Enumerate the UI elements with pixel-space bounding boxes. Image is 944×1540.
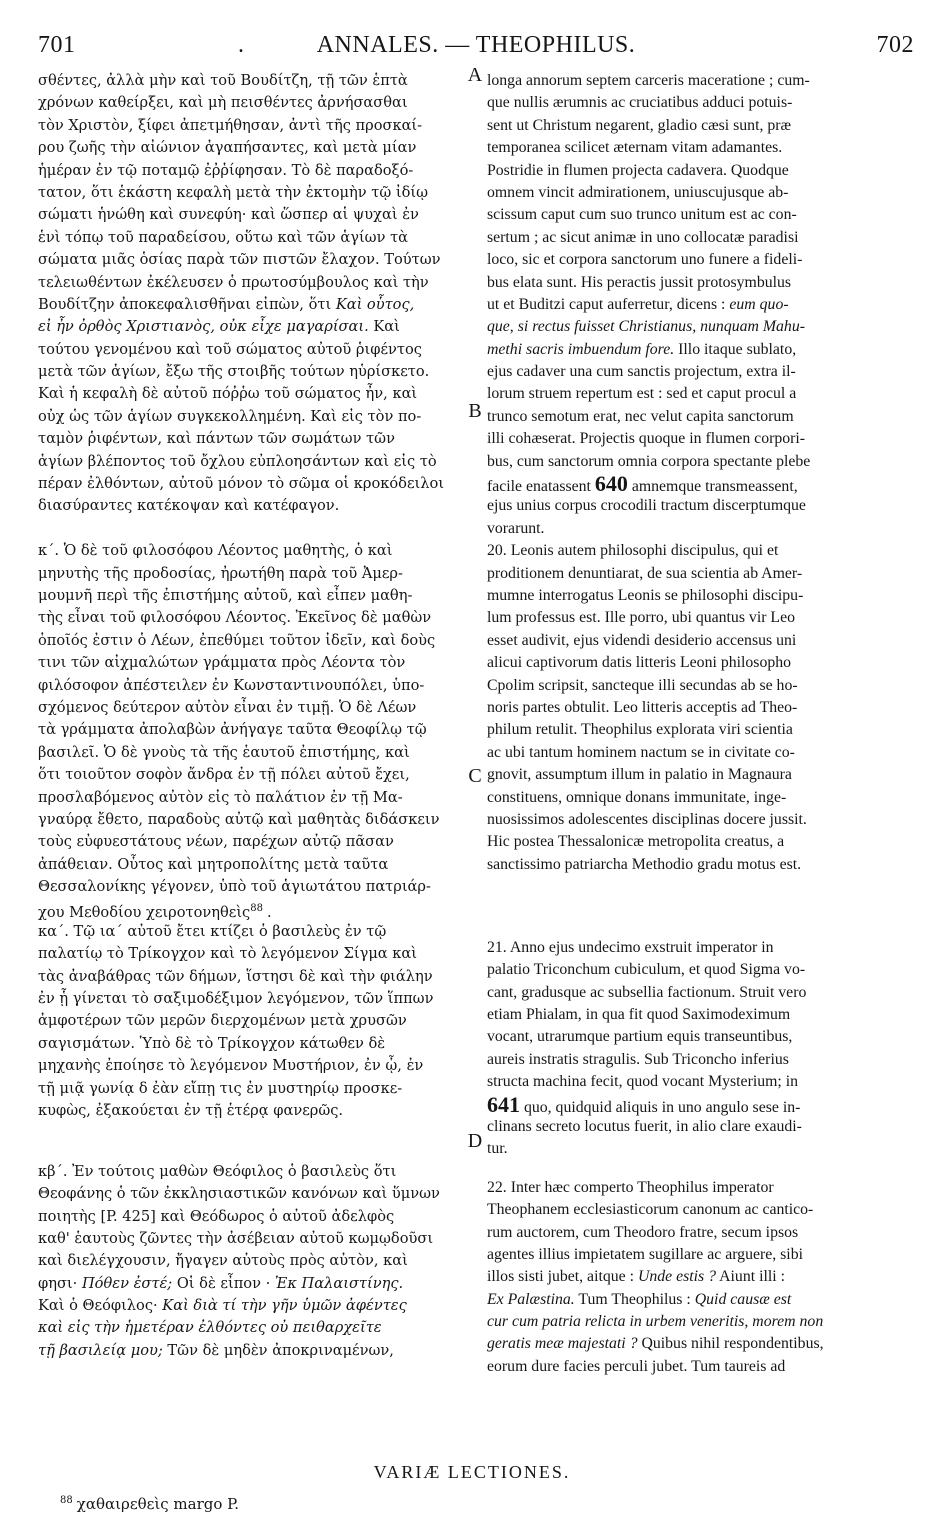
text-line: 22. Inter hæc comperto Theophilus imperator <box>487 1178 774 1196</box>
text-line: structa machina fecit, quod vocant Mysterium; in <box>487 1073 799 1091</box>
text-line: μουμνῆ περὶ τῆς ἐπιστήμης αὐτοῦ, καὶ εἶπεν μαθη- <box>38 586 413 604</box>
text-line: cant, gradusque ac subsellia factionum. Struit vero <box>487 983 807 1001</box>
text-line: Θεοφάνης ὁ τῶν ἐκκλησιαστικῶν κανόνων καὶ ὕμνων <box>38 1185 440 1203</box>
text-span: ut et Buditzi caput auferretur, dicens : <box>487 295 730 313</box>
italic-quote: Καὶ οὗτος, <box>335 295 415 313</box>
text-line: Hic postea Thessalonicæ metropolita creatus, a <box>487 833 785 851</box>
greek-paragraph-2 <box>38 540 462 921</box>
text-line: τὸν Χριστὸν, ξίφει ἀπετμήθησαν, ἀντὶ τῆς προσκαί- <box>38 116 423 134</box>
text-line: καὶ εἰς τὴν ἡμετέραν ἐλθόντες οὐ πειθαρχεῖτε <box>38 1319 382 1337</box>
text-line: vorarunt. <box>487 519 545 537</box>
text-line: σώματι ἡνώθη καὶ συνεφύη· καὶ ὥσπερ αἱ ψυχαὶ ἐν <box>38 206 419 224</box>
text-line: τινι τῶν αἰχμαλώτων γράμματα πρὸς Λέοντα τὸν <box>38 654 406 672</box>
text-line: προσλαβόμενος αὐτὸν εἰς τὸ παλάτιον ἐν τῇ Μα- <box>38 788 403 806</box>
text-line: palatio Triconchum cubiculum, et quod Sigma vo- <box>487 961 806 979</box>
text-line: ὅτι τοιοῦτον σοφὸν ἄνδρα ἐν τῇ πόλει αὐτοῦ ἔχει, <box>38 766 410 784</box>
page-marker-640: 640 <box>594 473 628 496</box>
text-line: longa annorum septem carceris maceratione ; cum- <box>487 72 810 89</box>
spacer <box>487 876 907 898</box>
latin-paragraph-4 <box>487 1177 907 1379</box>
italic-quote: Quid causæ est <box>694 1290 792 1308</box>
text-line: aureis instratis stragulis. Sub Triconcho inferius <box>487 1050 789 1068</box>
text-line: μηνυτὴς τῆς προδοσίας, ἠρωτήθη παρὰ τοῦ Ἀμερ- <box>38 564 403 582</box>
text-line: τελειωθέντων ἐκέλευσεν ὁ πρωτοσύμβουλος καὶ τὴν <box>38 273 429 291</box>
text-line: τὰ γράμματα ἀπολαβὼν ἀνήγαγε ταῦτα Θεοφίλῳ τῷ <box>38 721 427 739</box>
spacer <box>38 1122 462 1144</box>
text-line: que nullis ærumnis ac cruciatibus adduci potuis- <box>487 94 793 112</box>
text-span: . <box>266 904 272 921</box>
text-line <box>38 1340 462 1362</box>
text-line: ejus unius corpus crocodili tractum discerptumque <box>487 497 806 515</box>
text-span: Οἱ δὲ εἶπον · <box>172 1274 275 1292</box>
text-line: omnem vincit admirationem, uniuscujusque ab- <box>487 183 789 201</box>
text-line: τὴς εἶναι τοῦ φιλοσόφου Λέοντος. Ἐκεῖνος δὲ μαθὼν <box>38 609 432 627</box>
text-line: σώματα μιᾶς ὁσίας παρὰ τῶν πιστῶν ἔλαχον. Τούτων <box>38 251 441 269</box>
text-line: φιλόσοφον ἀπέστειλεν ἐν Κωνσταντινουπόλει, ὑπο- <box>38 676 425 694</box>
text-line: σαγισμάτων. Ὑπὸ δὲ τὸ Τρίκογχον κάτωθεν δὲ <box>38 1034 386 1052</box>
text-line: eorum dure facies perculi jubet. Tum taureis ad <box>487 1357 786 1375</box>
text-line: sertum ; ac sicut animæ in uno collocatæ paradisi <box>487 228 799 246</box>
text-line: que, si rectus fuisset Christianus, nunquam Mahu- <box>487 318 805 336</box>
text-span: illos sisti jubet, aitque : <box>487 1268 638 1286</box>
text-line: κβ΄. Ἐν τούτοις μαθὼν Θεόφιλος ὁ βασιλεὺς ὅτι <box>38 1162 397 1180</box>
text-span: quo, quidquid aliquis in uno angulo sese in- <box>520 1098 801 1116</box>
text-line <box>38 898 462 920</box>
text-line: Θεσσαλονίκης γέγονεν, ὑπὸ τοῦ ἁγιωτάτου πατριάρ- <box>38 878 431 896</box>
text-line: noris partes obtulit. Leo litteris acceptis ad Theo- <box>487 698 798 716</box>
text-line: philum retulit. Theophilus explorata viri scientia <box>487 721 793 739</box>
text-line: 20. Leonis autem philosophi discipulus, qui et <box>487 542 779 560</box>
text-span: Βουδίτζην ἀποκεφαλισθῆναι εἰπὼν, ὅτι <box>38 295 336 313</box>
text-line: rum auctorem, cum Theodoro fratre, secum ipsos <box>487 1223 799 1241</box>
footnote-mark: 88 <box>60 1495 73 1506</box>
variae-lectiones-heading: VARIÆ LECTIONES. <box>373 1462 571 1482</box>
text-line: κ΄. Ὁ δὲ τοῦ φιλοσόφου Λέοντος μαθητὴς, ὁ καὶ <box>38 542 393 560</box>
italic-quote: eum quo- <box>729 295 789 313</box>
text-line: ταμὸν ῥιφέντων, καὶ πάντων τῶν σωμάτων τῶν <box>38 430 395 448</box>
italic-quote: Πόθεν ἐστέ; <box>81 1274 173 1292</box>
running-title: ANNALES. — THEOPHILUS. <box>316 32 636 58</box>
greek-column <box>38 70 462 1362</box>
text-line: nuosissimos adolescentes disciplinas docere jussit. <box>487 810 807 828</box>
text-line: οὐχ ὡς τῶν ἁγίων συγκεκολλημένη. Καὶ εἰς τὸν πο- <box>38 407 422 425</box>
italic-quote: Unde estis ? <box>637 1268 717 1286</box>
text-line: ρου ζωῆς τὴν αἰώνιον ἀγαπήσαντες, καὶ μετὰ μίαν <box>38 139 417 157</box>
text-line: 21. Anno ejus undecimo exstruit imperator in <box>487 938 774 956</box>
margin-letter-d: D <box>467 1130 483 1152</box>
text-line: μετὰ τῶν ἁγίων, ἔξω τῆς στοιβῆς τούτων ηὑρίσκετο. <box>38 363 430 381</box>
text-span: Καὶ ὁ Θεόφιλος· <box>38 1297 163 1315</box>
text-line: ἑνὶ τόπῳ τοῦ παραδείσου, οὕτω καὶ τῶν ἁγίων τὰ <box>38 228 409 246</box>
text-span: amnemque transmeassent, <box>627 478 798 496</box>
text-span: Quibus nihil respondentibus, <box>637 1335 824 1353</box>
text-line: ποιητὴς [P. 425] καὶ Θεόδωρος ὁ αὐτοῦ ἀδελφὸς <box>38 1207 395 1225</box>
text-line <box>487 1289 907 1311</box>
text-line: διασύραντες κατέκοψαν καὶ κατέφαγον. <box>38 497 340 515</box>
text-line: proditionem denuntiarat, de sua scientia ab Amer- <box>487 564 803 582</box>
text-line: ὁποῖός ἐστιν ὁ Λέων, ἐπεθύμει τοῦτον ἰδεῖν, καὶ δοὺς <box>38 631 436 649</box>
text-line: πέραν ἐλθόντων, αὐτοῦ μόνον τὸ σῶμα οἱ κροκόδειλοι <box>38 475 444 493</box>
text-line: καθ' ἑαυτοὺς ζῶντες τὴν ἀσέβειαν αὐτοῦ κωμῳδοῦσι <box>38 1229 434 1247</box>
text-line: κα΄. Τῷ ια΄ αὐτοῦ ἔτει κτίζει ὁ βασιλεὺς ἐν τῷ <box>38 922 387 940</box>
text-line: ἀπάθειαν. Οὗτος καὶ μητροπολίτης μετὰ ταῦτα <box>38 855 389 873</box>
text-line: illi cohæserat. Projectis quoque in flumen corpori- <box>487 430 806 448</box>
footnote-reference: 88 <box>250 903 263 915</box>
text-line: cur cum patria relicta in urbem veneritis, morem non <box>487 1313 824 1331</box>
text-line: χρόνων καθείρξει, καὶ μὴ πεισθέντες ἀρνήσασθαι <box>38 94 408 112</box>
text-span: Τῶν δὲ μηδὲν ἀποκριναμένων, <box>162 1341 394 1359</box>
page-number-right: 702 <box>876 32 914 58</box>
text-span: χου Μεθοδίου χειροτονηθεὶς <box>38 904 251 921</box>
margin-letter-c: C <box>468 765 482 787</box>
page-header <box>38 32 914 62</box>
text-line: loco, sic et corpora sanctorum uno funere a fideli- <box>487 251 803 269</box>
text-line: tur. <box>487 1140 508 1158</box>
page-marker-641: 641 <box>487 1093 520 1116</box>
text-line: gnovit, assumptum illum in palatio in Magnaura <box>487 766 792 784</box>
text-line: sent ut Christum negarent, gladio cæsi sunt, præ <box>487 116 792 134</box>
spacer <box>487 921 907 937</box>
text-line: βασιλεῖ. Ὁ δὲ γνοὺς τὰ τῆς ἑαυτοῦ ἐπιστήμης, καὶ <box>38 743 410 761</box>
text-span: Tum Theophilus : <box>574 1290 695 1308</box>
text-line: alicui captivorum datis litteris Leoni philosopho <box>487 654 792 672</box>
text-span: Aiunt illi : <box>716 1268 785 1286</box>
latin-paragraph-1 <box>487 70 907 540</box>
text-line: clinans secreto locutus fuerit, in alio clare exaudi- <box>487 1117 802 1135</box>
text-line: παλατίῳ τὸ Τρίκογχον καὶ τὸ λεγόμενον Σίγμα καὶ <box>38 945 417 963</box>
text-line: τοὺς εὐφυεστάτους νέων, παρέχων αὐτῷ πᾶσαν <box>38 833 394 851</box>
text-line: Cpolim scripsit, sancteque illi secundas ab se ho- <box>487 676 798 694</box>
text-span: facile enatassent <box>487 478 595 496</box>
text-line: Postridie in flumen projecta cadavera. Quodque <box>487 161 789 179</box>
text-line <box>38 316 462 338</box>
text-line: ac ubi tantum hominem nactum se in civitate co- <box>487 743 795 761</box>
text-line: temporanea scilicet æternam vitam adamantes. <box>487 139 783 157</box>
greek-paragraph-1 <box>38 70 462 518</box>
text-line <box>487 1094 907 1116</box>
text-line: mumne interrogatus Leonis se philosophi discipu- <box>487 586 804 604</box>
text-line: τὰς ἀναβάθρας τῶν δήμων, ἵστησι δὲ καὶ τὴν φιάλην <box>38 967 433 985</box>
text-line: Καὶ ἡ κεφαλὴ δὲ αὐτοῦ πόῤῥω τοῦ σώματος ἦν, καὶ <box>38 385 418 403</box>
text-line: etiam Phialam, in qua fit quod Saximodeximum <box>487 1006 791 1024</box>
text-line: bus elata sunt. His peractis jussit protosymbulus <box>487 273 792 291</box>
text-line: lum professus est. Ille porro, ubi quantus vir Leo <box>487 609 795 627</box>
text-line <box>38 294 462 316</box>
italic-quote: τῇ βασιλείᾳ μου; <box>38 1341 163 1359</box>
text-line <box>38 1295 462 1317</box>
page-number-left: 701 <box>38 32 76 58</box>
text-line: τούτου γενομένου καὶ τοῦ σώματος αὐτοῦ ῥιφέντος <box>38 340 422 358</box>
text-line: sanctissimo patriarcha Methodio gradu motus est. <box>487 855 802 873</box>
italic-quote: Καὶ διὰ τί τὴν γῆν ὑμῶν ἀφέντες <box>162 1297 407 1315</box>
latin-column <box>487 70 907 1378</box>
text-line <box>487 1333 907 1355</box>
text-line <box>38 1273 462 1295</box>
footnote <box>60 1495 239 1513</box>
margin-letter-a: A <box>467 64 483 86</box>
text-span: Καὶ <box>368 318 400 336</box>
text-span: Illo itaque sublato, <box>674 340 797 358</box>
text-line: γναύρᾳ ἔθετο, παραδοὺς αὐτῷ καὶ μαθητὰς διδάσκειν <box>38 810 440 828</box>
text-line: ἁγίων βλέποντος τοῦ ὄχλου εὐπλοησάντων καὶ εἰς τὸ <box>38 452 437 470</box>
text-line <box>487 294 907 316</box>
italic-quote: geratis meæ majestati ? <box>487 1335 638 1353</box>
text-line: scissum caput cum suo trunco unitum est ac con- <box>487 206 797 224</box>
italic-quote: εἰ ἦν ὀρθὸς Χριστιανὸς, οὐκ εἶχε μαγαρίσαι. <box>38 318 369 336</box>
footnote-text: χαθαιρεθεὶς margo P. <box>76 1495 239 1513</box>
text-line: σθέντες, ἀλλὰ μὴν καὶ τοῦ Βουδίτζη, τῇ τῶν ἑπτὰ <box>38 72 408 89</box>
italic-quote: Ἐκ Παλαιστίνης. <box>274 1274 404 1292</box>
text-line: constituens, omnique donans immunitate, inge- <box>487 788 787 806</box>
latin-paragraph-3 <box>487 937 907 1161</box>
text-line: vocant, utrarumque partium equis transeuntibus, <box>487 1028 793 1046</box>
italic-quote: Ex Palæstina. <box>487 1290 575 1308</box>
text-line: esset audivit, ejus videndi desiderio accensus uni <box>487 631 797 649</box>
spacer <box>38 518 462 540</box>
spacer <box>38 1145 462 1161</box>
text-line: τῇ μιᾷ γωνίᾳ δ ἐὰν εἴπῃ τις ἐν μυστηρίῳ προσκε- <box>38 1079 403 1097</box>
margin-letter-b: B <box>468 400 482 422</box>
text-line: μηχανὴς ἐποίησε τὸ λεγόμενον Μυστήριον, ἐν ᾧ, ἐν <box>38 1057 424 1075</box>
italic-quote: methi sacris imbuendum fore. <box>487 340 675 358</box>
text-line: σχόμενος δεύτερον αὐτὸν εἶναι ἐν τιμῇ. Ὁ δὲ Λέων <box>38 698 417 716</box>
text-line: agentes illius impietatem sugillare ac arguere, sibi <box>487 1245 803 1263</box>
text-line <box>487 339 907 361</box>
text-line: bus, cum sanctorum omnia corpora spectante plebe <box>487 452 811 470</box>
text-line <box>487 473 907 495</box>
text-line: καὶ διελέγχουσιν, ἤγαγεν αὐτοὺς πρὸς αὐτὸν, καὶ <box>38 1252 408 1270</box>
text-span: φησι· <box>38 1274 82 1292</box>
text-line: ἐν ᾗ γίνεται τὸ σαξιμοδέξιμον λεγόμενον, τῶν ἵππων <box>38 990 434 1008</box>
spacer <box>487 1161 907 1177</box>
text-line <box>487 1266 907 1288</box>
text-line: ἡμέραν ἐν τῷ ποταμῷ ἐῤῥίφησαν. Τὸ δὲ παραδοξό- <box>38 161 414 179</box>
spacer <box>487 898 907 920</box>
text-line: lorum struem repertum est : sed et caput procul a <box>487 385 797 403</box>
greek-paragraph-4 <box>38 1161 462 1363</box>
text-line: trunco semotum erat, nec velut capita sanctorum <box>487 407 794 425</box>
greek-paragraph-3 <box>38 921 462 1123</box>
text-line: τατον, ὅτι ἑκάστη κεφαλὴ μετὰ τὴν ἐκτομὴν τῷ ἰδίῳ <box>38 183 429 201</box>
latin-paragraph-2 <box>487 540 907 876</box>
text-line: Theophanem ecclesiasticorum canonum ac cantico- <box>487 1201 814 1219</box>
text-line: ἀμφοτέρων τῶν μερῶν διερχομένων μετὰ χρυσῶν <box>38 1012 407 1030</box>
text-line: ejus cadaver una cum sanctis projectum, extra il- <box>487 363 796 381</box>
header-dot: . <box>238 32 245 58</box>
text-line: κυφὼς, ἐξακούεται ἐν τῇ ἑτέρᾳ φανερῶς. <box>38 1101 344 1119</box>
